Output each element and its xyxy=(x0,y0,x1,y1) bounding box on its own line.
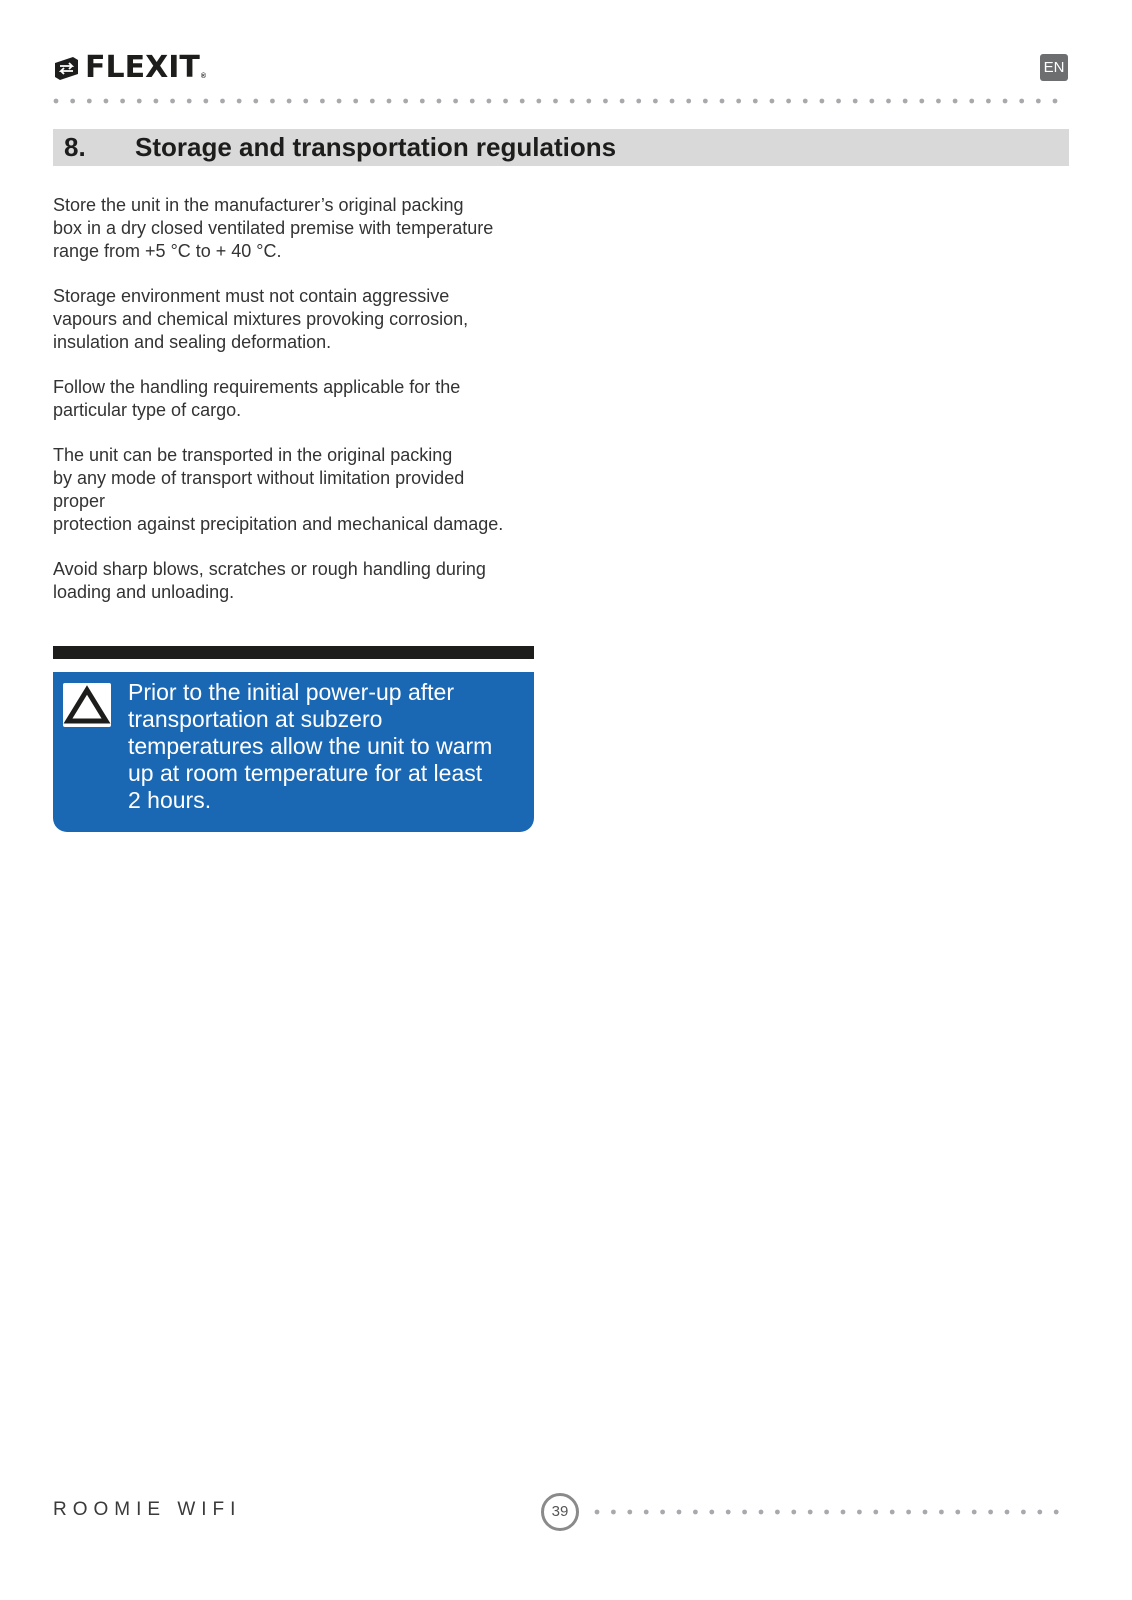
paragraph-storage: Store the unit in the manufacturer’s original packing box in a dry closed ventilated premise with temperature range from +5 °C to + 40 °C. xyxy=(53,195,494,261)
body-text xyxy=(53,194,543,626)
flexit-logo xyxy=(53,50,207,85)
section-number: 8. xyxy=(64,132,86,162)
warning-box xyxy=(53,672,534,832)
section-title: Storage and transportation regulations xyxy=(135,132,617,162)
warning-triangle-icon xyxy=(63,683,111,727)
paragraph-environment: Storage environment must not contain aggressive vapours and chemical mixtures provoking corrosion, insulation and sealing deformation. xyxy=(53,286,469,352)
registered-mark: ® xyxy=(200,73,207,80)
top-dotted-divider xyxy=(53,98,1069,104)
flexit-logo-icon xyxy=(53,56,80,81)
section-header xyxy=(53,129,1069,166)
brand-name: FLEXIT xyxy=(85,50,200,85)
paragraph-avoid: Avoid sharp blows, scratches or rough handling during loading and unloading. xyxy=(53,559,486,602)
paragraph-transport: The unit can be transported in the original packing by any mode of transport without limitation provided proper protection against precipitation and mechanical damage. xyxy=(53,445,504,534)
language-badge: EN xyxy=(1040,54,1068,81)
warning-text: Prior to the initial power-up after transportation at subzero temperatures allow the unit to warm up at room temperature for at least 2 hours. xyxy=(128,679,493,813)
warning-top-rule xyxy=(53,646,534,659)
bottom-dotted-divider xyxy=(594,1509,1070,1515)
page-number: 39 xyxy=(541,1493,579,1531)
footer-product-name: ROOMIE WIFI xyxy=(53,1499,242,1520)
paragraph-handling: Follow the handling requirements applicable for the particular type of cargo. xyxy=(53,377,461,420)
